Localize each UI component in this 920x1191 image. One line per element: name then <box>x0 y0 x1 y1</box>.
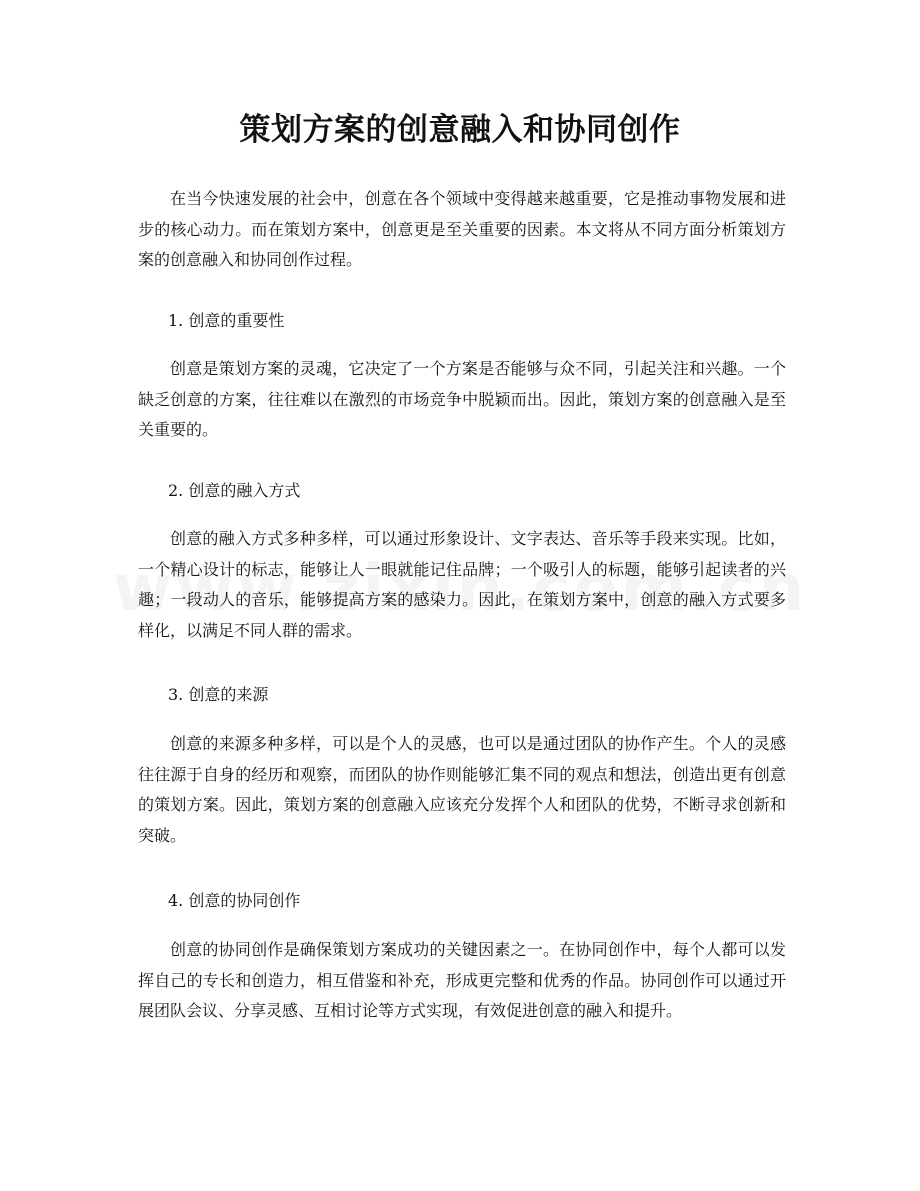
section-heading-3: 3. 创意的来源 <box>168 685 269 704</box>
document-title: 策划方案的创意融入和协同创作 <box>239 112 681 148</box>
section-body-2: 创意的融入方式多种多样，可以通过形象设计、文字表达、音乐等手段来实现。比如，一个精心设计的标志，能够让人一眼就能记住品牌；一个吸引人的标题，能够引起读者的兴趣；一段动人的音乐，能够提高方案的感染力。因此，在策划方案中，创意的融入方式要多样化，以满足不同人群的需求。 <box>138 529 786 640</box>
section-body-1: 创意是策划方案的灵魂，它决定了一个方案是否能够与众不同，引起关注和兴趣。一个缺乏创意的方案，往往难以在激烈的市场竞争中脱颖而出。因此，策划方案的创意融入是至关重要的。 <box>138 359 786 439</box>
section-heading-4: 4. 创意的协同创作 <box>168 891 301 910</box>
section-body-3: 创意的来源多种多样，可以是个人的灵感，也可以是通过团队的协作产生。个人的灵感往往源于自身的经历和观察，而团队的协作则能够汇集不同的观点和想法，创造出更有创意的策划方案。因此，策划方案的创意融入应该充分发挥个人和团队的优势，不断寻求创新和突破。 <box>138 734 786 845</box>
section-heading-1: 1. 创意的重要性 <box>168 311 285 330</box>
intro-paragraph: 在当今快速发展的社会中，创意在各个领域中变得越来越重要，它是推动事物发展和进步的核心动力。而在策划方案中，创意更是至关重要的因素。本文将从不同方面分析策划方案的创意融入和协同创作过程。 <box>138 189 786 269</box>
section-body-4: 创意的协同创作是确保策划方案成功的关键因素之一。在协同创作中，每个人都可以发挥自己的专长和创造力，相互借鉴和补充，形成更完整和优秀的作品。协同创作可以通过开展团队会议、分享灵感、互相讨论等方式实现，有效促进创意的融入和提升。 <box>138 940 786 1020</box>
section-heading-2: 2. 创意的融入方式 <box>168 481 301 500</box>
